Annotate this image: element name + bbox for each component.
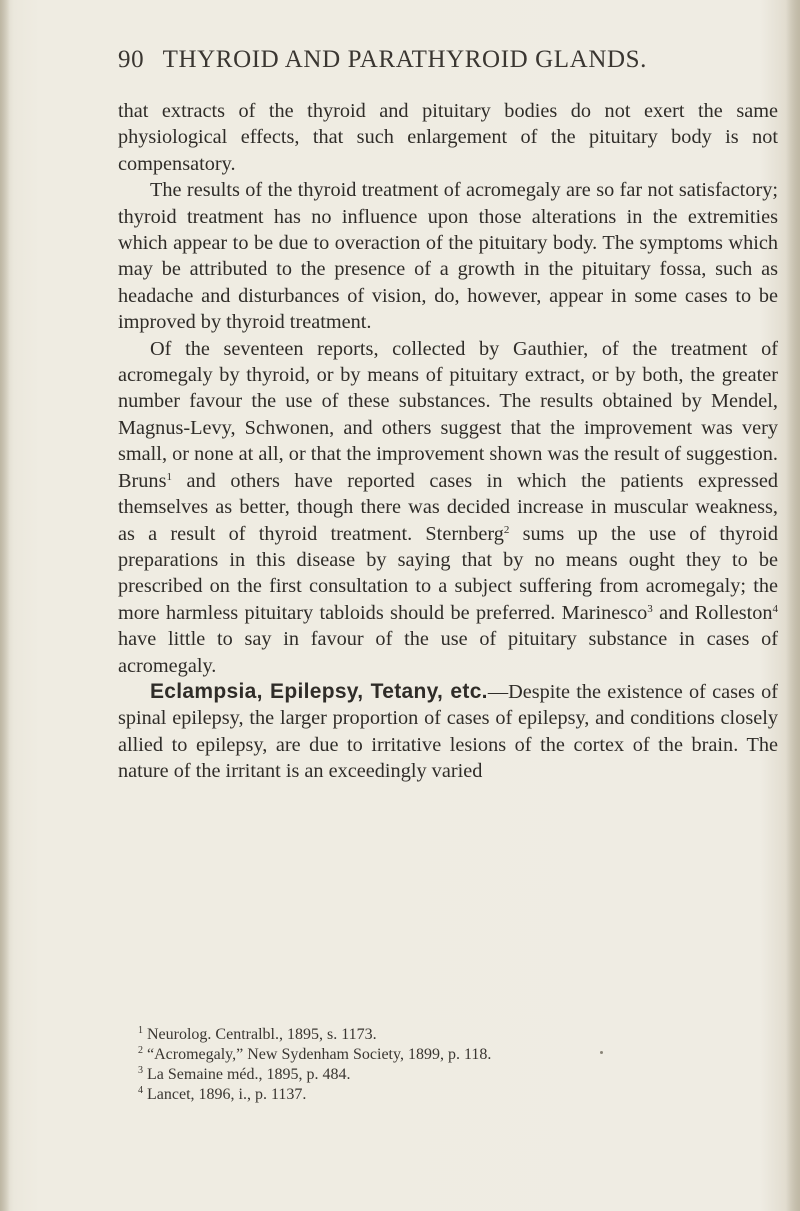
gutter-shadow xyxy=(0,0,10,1211)
running-title: THYROID AND PARATHYROID GLANDS. xyxy=(162,46,647,73)
page-edge-shadow xyxy=(786,0,800,1211)
footnote-text: Lancet, 1896, i., p. 1137. xyxy=(147,1086,307,1103)
footnote xyxy=(138,1025,758,1045)
body-text xyxy=(118,98,778,785)
footnote-text: La Semaine méd., 1895, p. 484. xyxy=(147,1066,351,1083)
footnote-ref: 2 xyxy=(503,523,510,536)
footnote-ref: 3 xyxy=(647,602,653,615)
footnote-ref: 1 xyxy=(166,470,172,483)
paragraph-text: —Despite the existence of cases of spinal epilepsy, the larger proportion of cases of epilepsy, and conditions closely allied to epilepsy, are due to irritative lesions of the cortex of the brain. The nature of the irritant is an exceedingly varied xyxy=(118,680,778,783)
footnotes xyxy=(138,1025,758,1105)
footnote-ref: 4 xyxy=(772,602,779,615)
footnote-number: 3 xyxy=(138,1065,143,1076)
footnote xyxy=(138,1045,758,1065)
paragraph-text: sums up the use of thyroid preparations in this disease by saying that by no means ought they to be prescribed on the first consultation to a subject suffering from acromegaly; the more harmless pituitary tabloids should be preferred. Marinesco xyxy=(118,522,778,624)
paragraph-continuation: that extracts of the thyroid and pituitary bodies do not exert the same physiological effects, that such enlargement of the pituitary body is not compensatory. xyxy=(118,100,778,175)
paragraph-seventeen-reports xyxy=(118,336,778,679)
paragraph-thyroid-results: The results of the thyroid treatment of acromegaly are so far not satisfactory; thyroid treatment has no influence upon those alterations in the extremities which appear to be due to overaction of the pituitary body. The symptoms which may be attributed to the presence of a growth in the pituitary fossa, such as headache and disturbances of vision, do, however, appear in some cases to be improved by thyroid treatment. xyxy=(118,179,778,334)
footnote-text: Neurolog. Centralbl., 1895, s. 1173. xyxy=(147,1026,377,1043)
footnote-number: 1 xyxy=(138,1025,143,1036)
footnote-text: “Acromegaly,” New Sydenham Society, 1899, p. 118. xyxy=(147,1046,492,1063)
running-header xyxy=(118,46,778,86)
section-heading: Eclampsia, Epilepsy, Tetany, etc. xyxy=(150,679,488,703)
footnote-number: 2 xyxy=(138,1045,143,1056)
paragraph-text: and Rolleston xyxy=(652,601,773,624)
paragraph-text: have little to say in favour of the use of pituitary substance in cases of acromegaly. xyxy=(118,628,778,677)
paragraph-text: and others have reported cases in which the patients expressed themselves as better, though there was decided increase in muscular weakness, as a result of thyroid treatment. Sternberg xyxy=(118,469,778,545)
footnote xyxy=(138,1085,758,1105)
footnote xyxy=(138,1065,758,1085)
paragraph-eclampsia xyxy=(118,679,778,785)
page-number: 90 xyxy=(118,46,145,73)
paragraph-text: Of the seventeen reports, collected by Gauthier, of the treatment of acromegaly by thyroid, or by means of pituitary extract, or by both, the greater number favour the use of these substances. The results obtained by Mendel, Magnus-Levy, Schwonen, and others suggest that the improvement was very small, or none at all, or that the improvement shown was the result of suggestion. Bruns xyxy=(118,337,778,492)
footnote-number: 4 xyxy=(138,1085,143,1096)
